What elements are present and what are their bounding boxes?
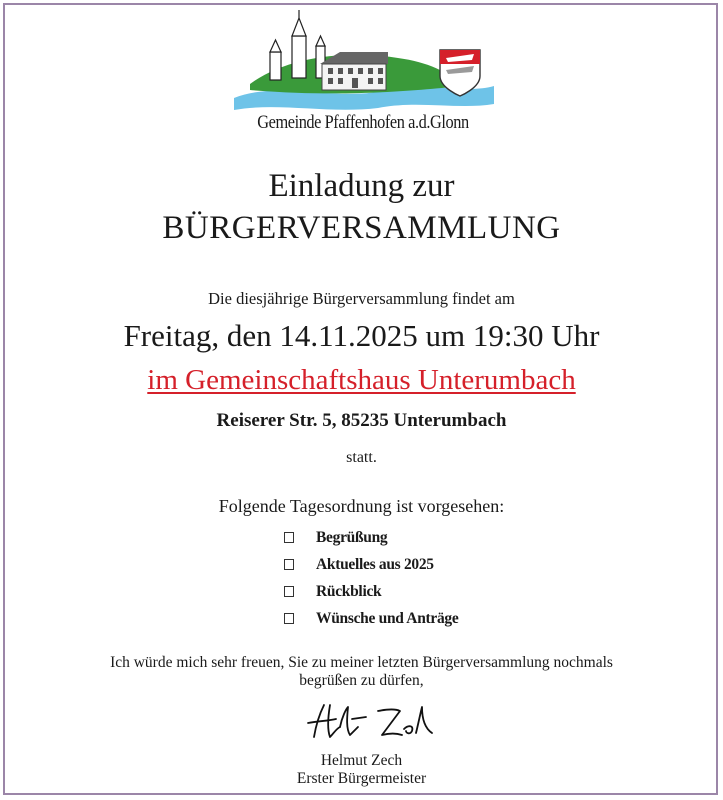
event-date: Freitag, den 14.11.2025 um 19:30 Uhr — [123, 318, 600, 353]
intro-text: Die diesjährige Bürgerversammlung findet am — [208, 289, 515, 308]
logo-text: Gemeinde Pfaffenhofen a.d.Glonn — [257, 112, 469, 133]
event-location: im Gemeinschaftshaus Unterumbach — [147, 364, 576, 396]
title-line-1: Einladung zur — [268, 168, 455, 204]
agenda-item — [284, 605, 458, 632]
title-line-2: BÜRGERVERSAMMLUNG — [162, 210, 561, 246]
event-address: Reiserer Str. 5, 85235 Unterumbach — [216, 410, 507, 431]
checkbox-icon — [284, 559, 294, 570]
church-towers-icon — [270, 10, 325, 80]
agenda-item-label: Aktuelles aus 2025 — [316, 555, 434, 573]
handwritten-signature — [300, 697, 440, 747]
statt-text: statt. — [346, 449, 377, 466]
signer-role: Erster Bürgermeister — [296, 770, 427, 787]
municipality-logo — [228, 6, 498, 138]
agenda-item — [284, 524, 458, 551]
agenda-heading: Folgende Tagesordnung ist vorgesehen: — [218, 496, 505, 516]
agenda-item — [284, 551, 458, 578]
closing-text — [0, 654, 723, 690]
checkbox-icon — [284, 586, 294, 597]
signer-name: Helmut Zech — [320, 752, 403, 769]
agenda-item-label: Wünsche und Anträge — [316, 609, 459, 627]
agenda-item — [284, 578, 458, 605]
checkbox-icon — [284, 613, 294, 624]
agenda-item-label: Rückblick — [316, 582, 382, 600]
logo-artwork — [228, 6, 498, 116]
closing-line-1: Ich würde mich sehr freuen, Sie zu meiner letzten Bürgerversammlung nochmals — [110, 654, 613, 671]
checkbox-icon — [284, 532, 294, 543]
closing-line-2: begrüßen zu dürfen, — [299, 672, 424, 689]
agenda-item-label: Begrüßung — [316, 528, 388, 546]
agenda-list — [284, 524, 458, 632]
